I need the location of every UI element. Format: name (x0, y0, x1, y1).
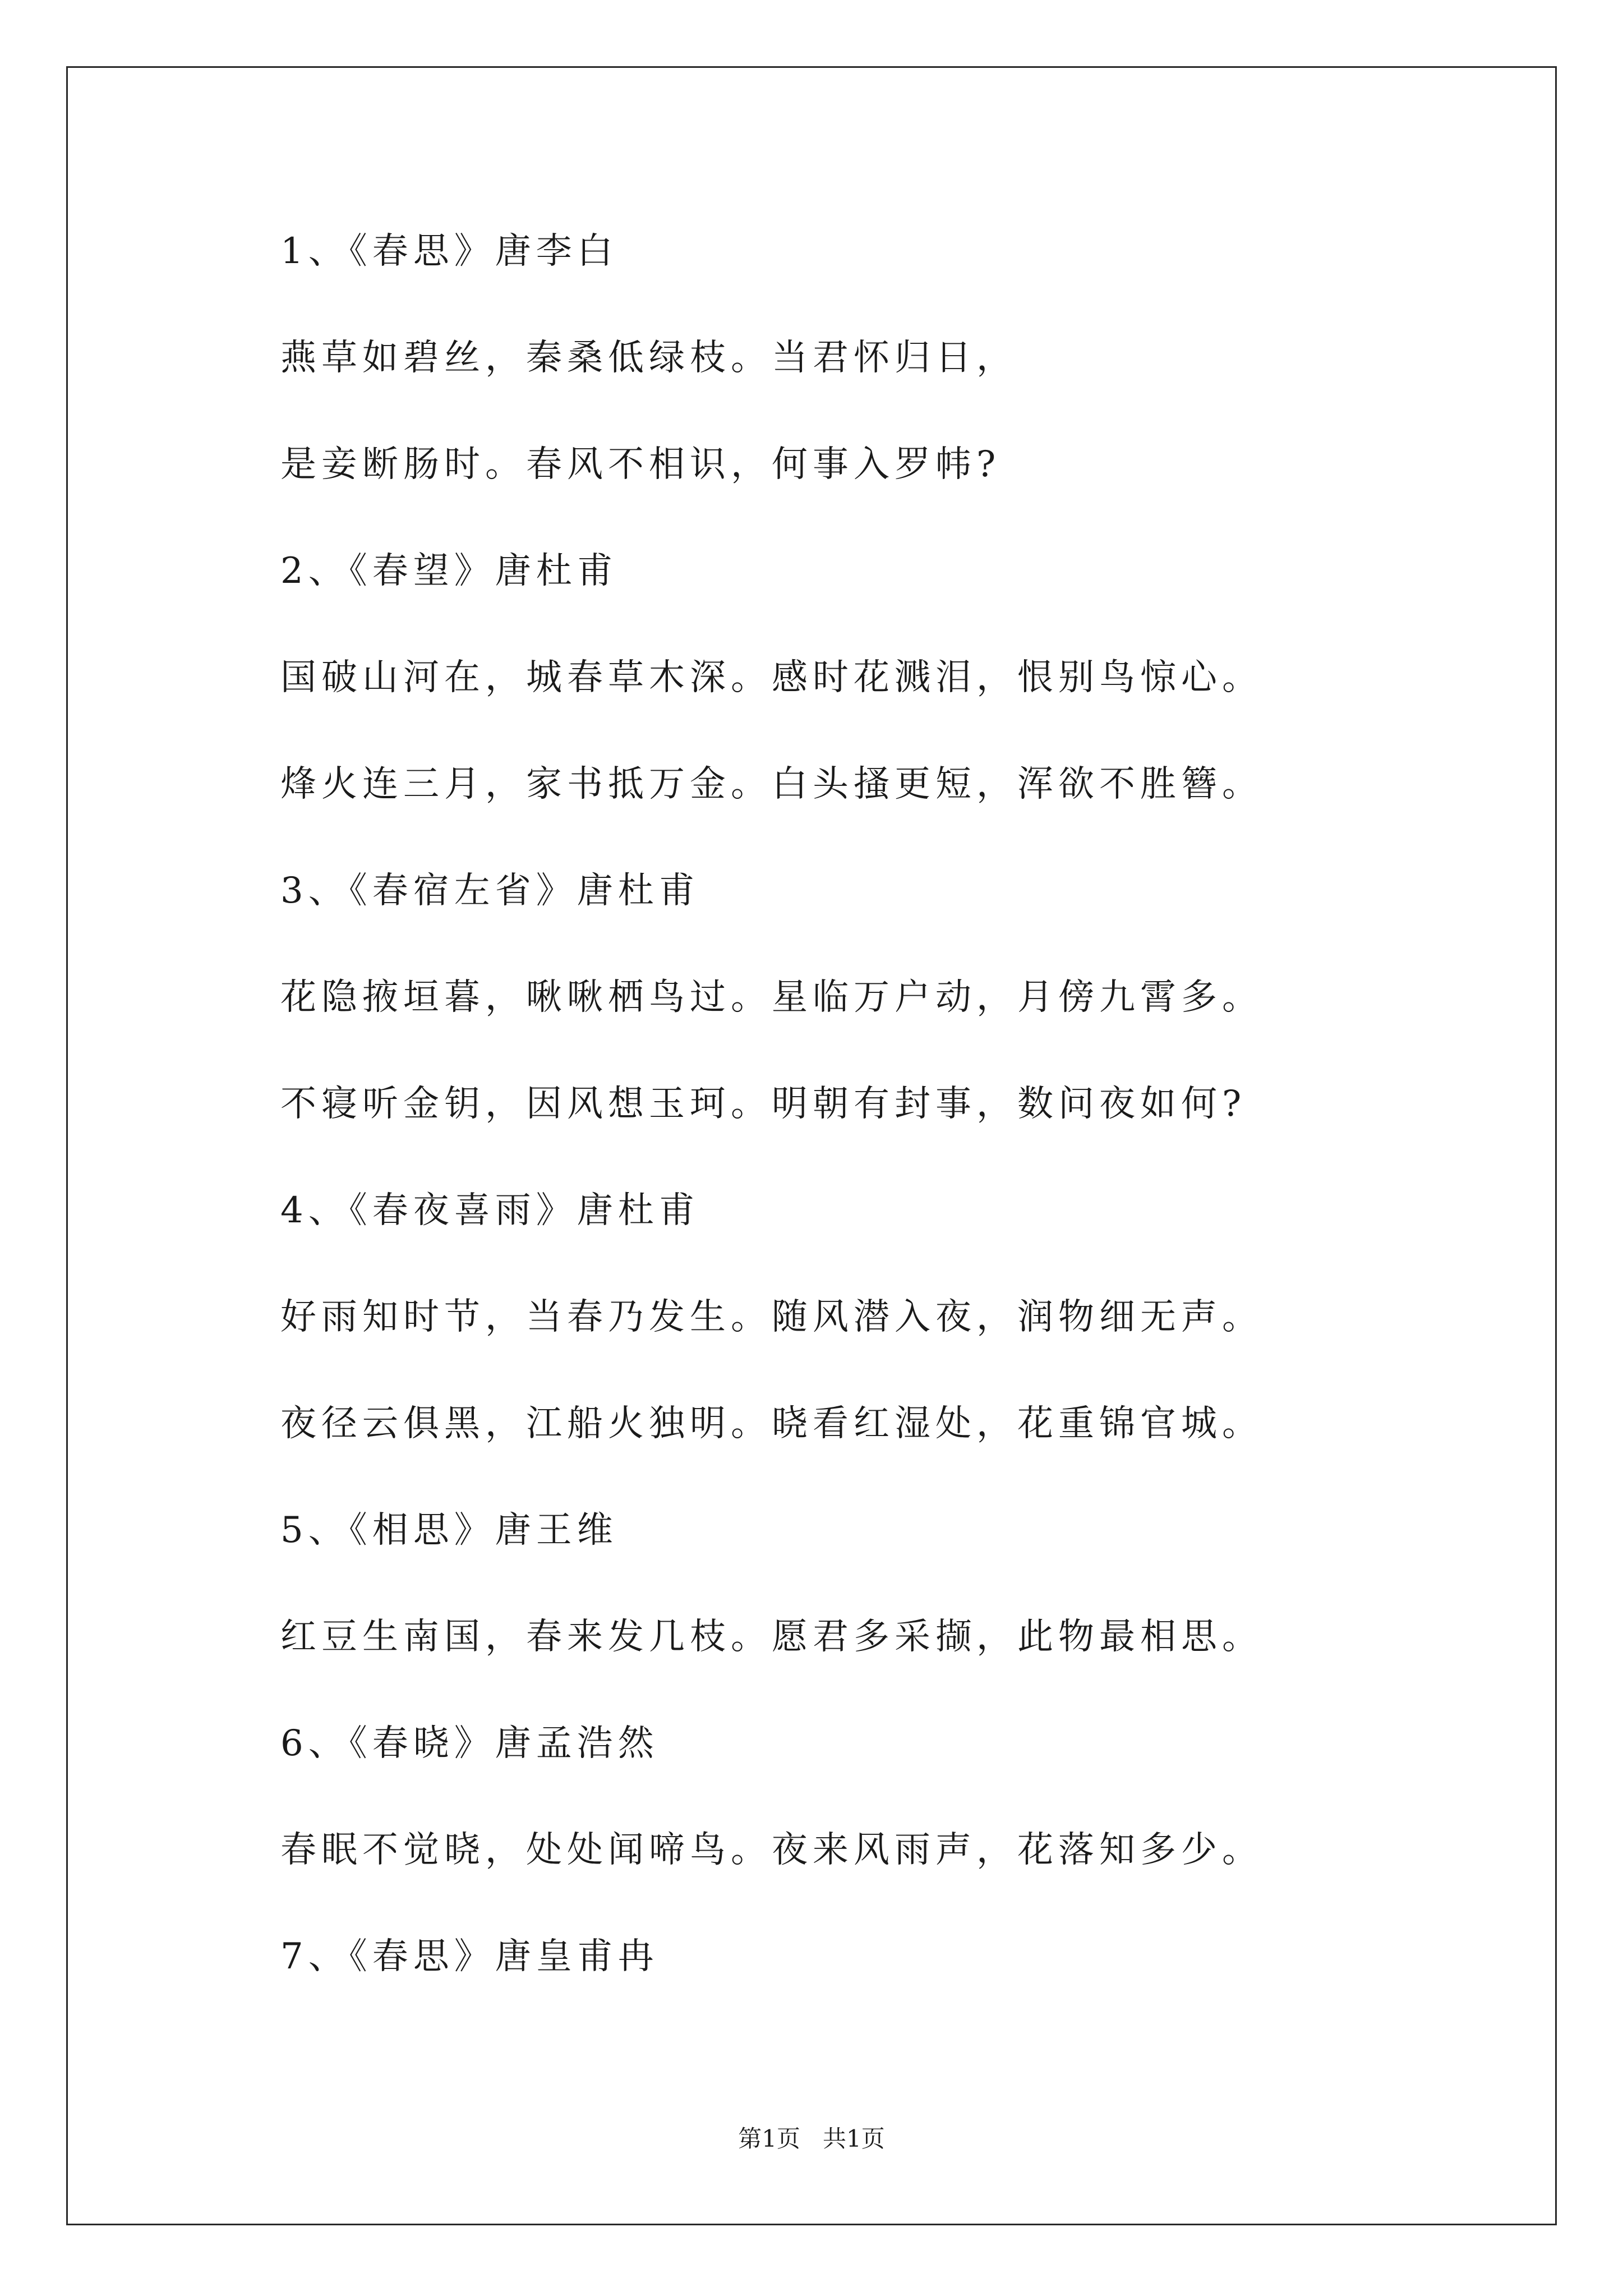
poem-title-2: 2、《春望》唐杜甫 (280, 550, 618, 592)
poem-line: 好雨知时节，当春乃发生。随风潜入夜，润物细无声。 (280, 1296, 1263, 1338)
poem-line: 烽火连三月，家书抵万金。白头搔更短，浑欲不胜簪。 (280, 763, 1263, 805)
poem-line: 花隐掖垣暮，啾啾栖鸟过。星临万户动，月傍九霄多。 (280, 977, 1263, 1018)
page-number-footer: 第1页 共1页 (738, 2125, 885, 2152)
poem-title-4: 4、《春夜喜雨》唐杜甫 (280, 1190, 700, 1231)
poem-title-5: 5、《相思》唐王维 (280, 1510, 618, 1551)
poem-line: 是妾断肠时。春风不相识，何事入罗帏? (280, 444, 1001, 485)
poem-title-7: 7、《春思》唐皇甫冉 (280, 1936, 659, 1977)
poem-line: 春眠不觉晓，处处闻啼鸟。夜来风雨声，花落知多少。 (280, 1829, 1263, 1871)
poem-line: 不寝听金钥，因风想玉珂。明朝有封事，数问夜如何? (280, 1083, 1247, 1125)
poem-title-6: 6、《春晓》唐孟浩然 (280, 1723, 659, 1764)
poem-line: 夜径云俱黑，江船火独明。晓看红湿处，花重锦官城。 (280, 1403, 1263, 1444)
poem-title-1: 1、《春思》唐李白 (280, 231, 618, 272)
poem-line: 红豆生南国，春来发几枝。愿君多采撷，此物最相思。 (280, 1616, 1263, 1658)
poem-line: 燕草如碧丝，秦桑低绿枝。当君怀归日， (280, 337, 1017, 379)
poem-line: 国破山河在，城春草木深。感时花溅泪，恨别鸟惊心。 (280, 657, 1263, 698)
poem-title-3: 3、《春宿左省》唐杜甫 (280, 870, 700, 912)
document-body (280, 222, 1514, 2033)
